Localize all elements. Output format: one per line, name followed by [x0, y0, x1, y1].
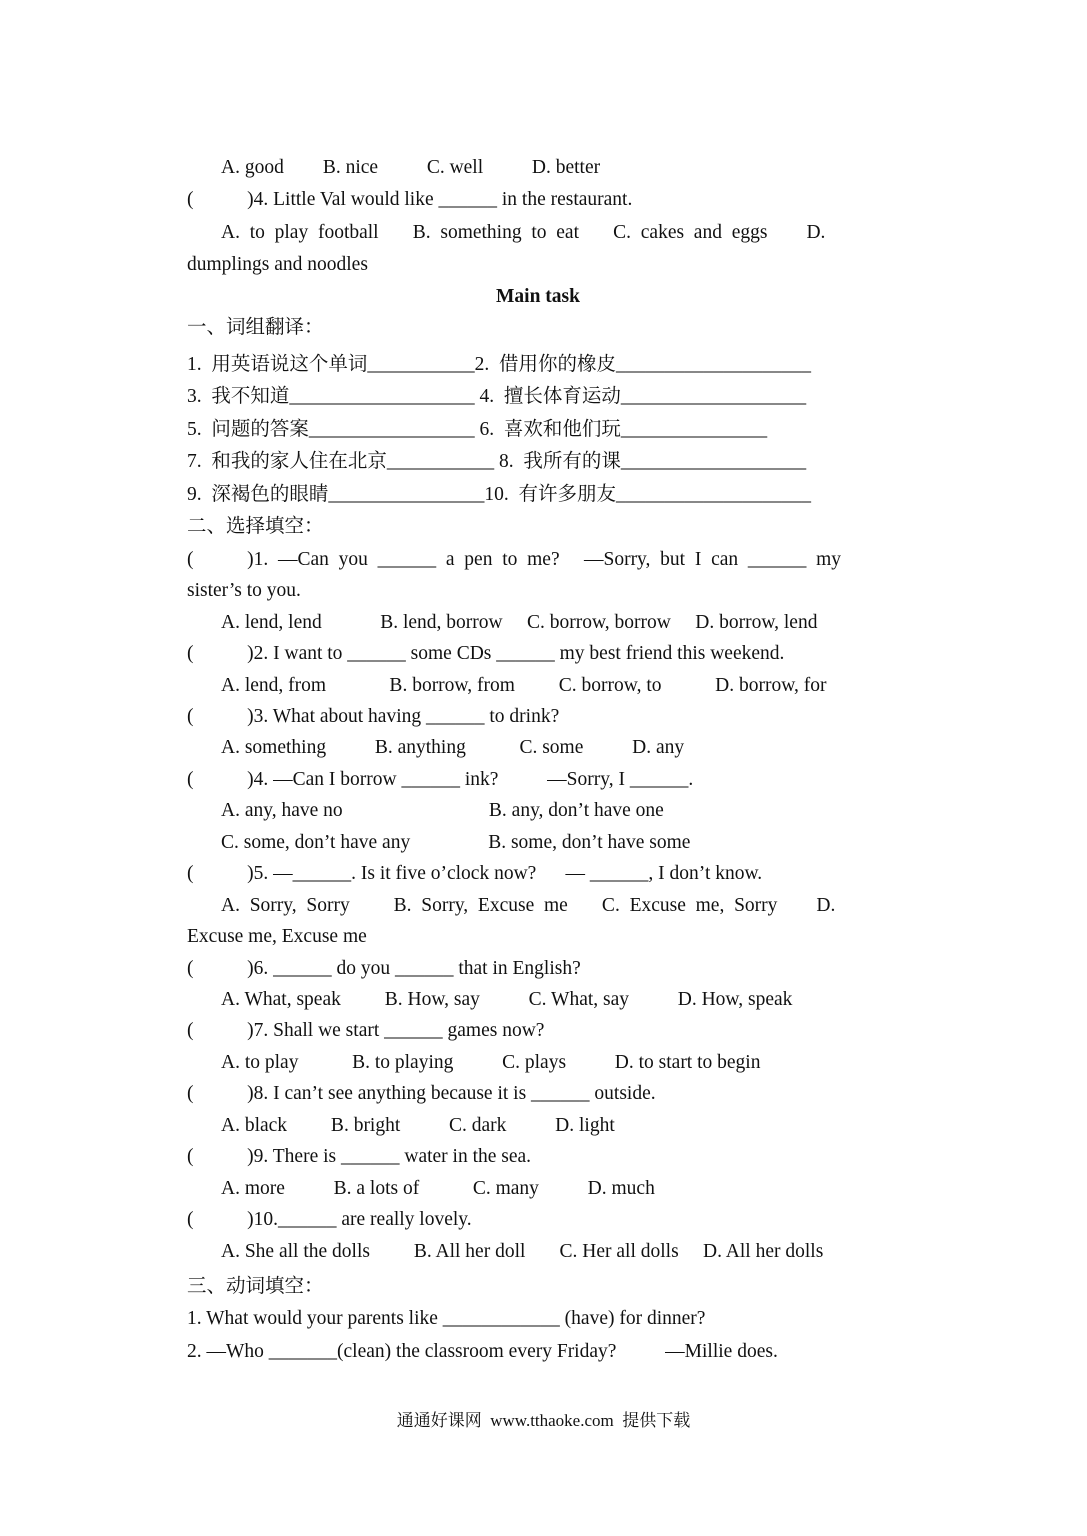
- question-line: ( )5. —______. Is it five o’clock now? — ______, I don’t know.: [187, 863, 763, 884]
- question-line: ( )10.______ are really lovely.: [187, 1209, 472, 1230]
- q4-options-line2: dumplings and noodles: [187, 254, 368, 275]
- option-line: A. any, have no B. any, don’t have one: [221, 800, 664, 821]
- phrase-line: 9. 深褐色的眼睛________________10. 有许多朋友____________________: [187, 484, 812, 505]
- question-line: ( )2. I want to ______ some CDs ______ my best friend this weekend.: [187, 643, 785, 664]
- section1-heading: 一、词组翻译：: [187, 317, 324, 338]
- option-line: Excuse me, Excuse me: [187, 926, 367, 947]
- option-line: A. black B. bright C. dark D. light: [221, 1115, 615, 1136]
- question-line: ( )6. ______ do you ______ that in English?: [187, 958, 581, 979]
- phrase-line: 1. 用英语说这个单词___________2. 借用你的橡皮____________________: [187, 354, 812, 375]
- option-line: A. more B. a lots of C. many D. much: [221, 1178, 655, 1199]
- option-line: A. to play B. to playing C. plays D. to start to begin: [221, 1052, 761, 1073]
- option-line: A. She all the dolls B. All her doll C. Her all dolls D. All her dolls: [221, 1241, 824, 1262]
- q4-options-line1: A. to play football B. something to eat C. cakes and eggs D.: [221, 222, 826, 243]
- question-line: ( )7. Shall we start ______ games now?: [187, 1020, 545, 1041]
- option-line: A. lend, from B. borrow, from C. borrow, to D. borrow, for: [221, 675, 827, 696]
- question-line: ( )1. —Can you ______ a pen to me? —Sorry, but I can ______ my: [187, 549, 842, 570]
- question-line: ( )3. What about having ______ to drink?: [187, 706, 560, 727]
- page-footer: 通通好课网 www.tthaoke.com 提供下载: [396, 1411, 691, 1430]
- verb-line: 2. —Who _______(clean) the classroom every Friday? —Millie does.: [187, 1341, 778, 1362]
- verb-line: 1. What would your parents like ____________ (have) for dinner?: [187, 1308, 706, 1329]
- question-line: ( )8. I can’t see anything because it is ______ outside.: [187, 1083, 656, 1104]
- phrase-line: 7. 和我的家人住在北京___________ 8. 我所有的课___________________: [187, 451, 807, 472]
- section2-heading: 二、选择填空：: [187, 516, 324, 537]
- q3-options: A. good B. nice C. well D. better: [221, 157, 601, 178]
- main-task-title: Main task: [496, 286, 580, 307]
- q4-stem: ( )4. Little Val would like ______ in the restaurant.: [187, 189, 633, 210]
- phrase-line: 5. 问题的答案_________________ 6. 喜欢和他们玩_______________: [187, 419, 768, 440]
- question-line: ( )4. —Can I borrow ______ ink? —Sorry, I ______.: [187, 769, 694, 790]
- option-line: A. lend, lend B. lend, borrow C. borrow, borrow D. borrow, lend: [221, 612, 818, 633]
- question-line: sister’s to you.: [187, 580, 301, 601]
- phrase-line: 3. 我不知道___________________ 4. 擅长体育运动___________________: [187, 386, 807, 407]
- option-line: A. What, speak B. How, say C. What, say D. How, speak: [221, 989, 793, 1010]
- option-line: A. Sorry, Sorry B. Sorry, Excuse me C. Excuse me, Sorry D.: [221, 895, 836, 916]
- option-line: C. some, don’t have any B. some, don’t have some: [221, 832, 691, 853]
- section3-heading: 三、动词填空：: [187, 1276, 324, 1297]
- option-line: A. something B. anything C. some D. any: [221, 737, 685, 758]
- question-line: ( )9. There is ______ water in the sea.: [187, 1146, 532, 1167]
